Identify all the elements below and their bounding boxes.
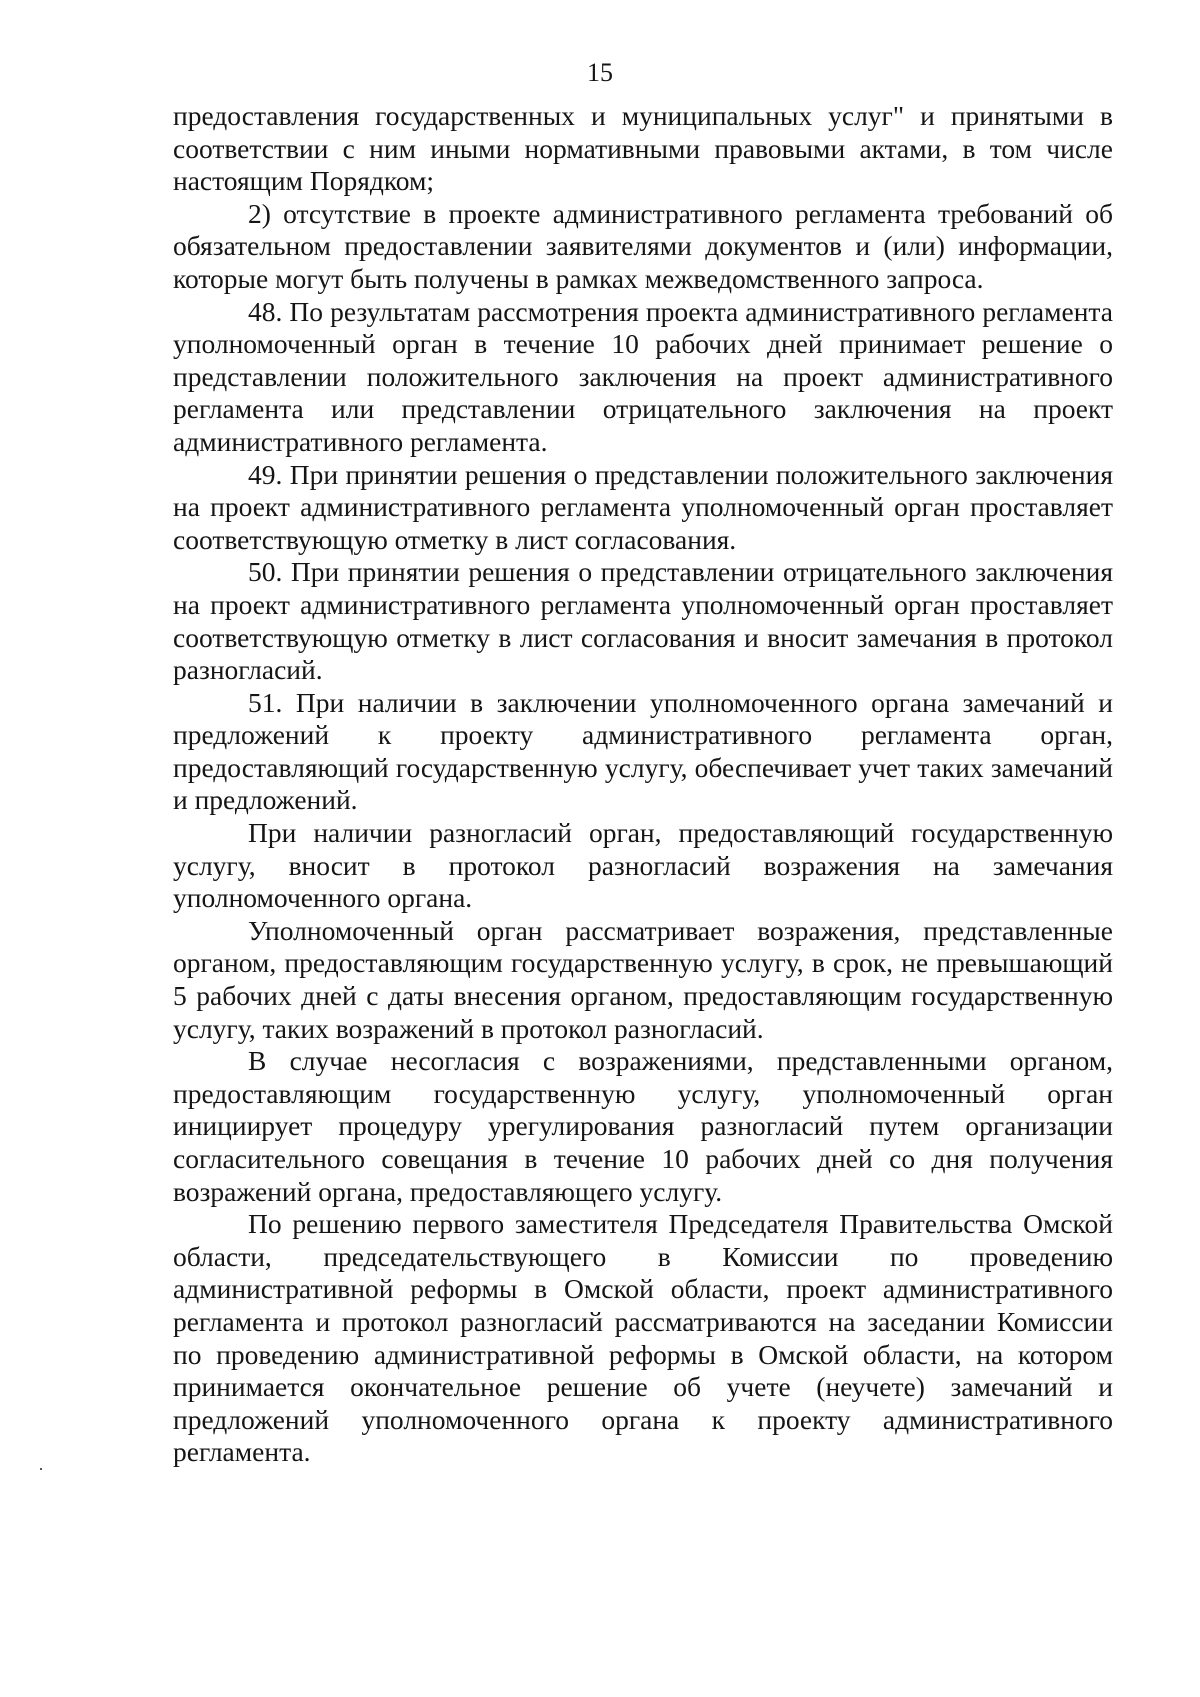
paragraph-51-conciliation: В случае несогласия с возражениями, представленными органом, предоставляющим государственную услугу, уполномоченный орган инициирует процедуру урегулирования разногласий путем организации согласительного совещания в течение 10 рабочих дней со дня получения возражений органа, предоставляющего услугу. <box>173 1045 1113 1207</box>
paragraph-continuation: предоставления государственных и муниципальных услуг" и принятыми в соответствии с ним иными нормативными правовыми актами, в том числе настоящим Порядком; <box>173 100 1113 197</box>
paragraph-49: 49. При принятии решения о представлении положительного заключения на проект административного регламента уполномоченный орган проставляет соответствующую отметку в лист согласования. <box>173 458 1113 555</box>
paragraph-51-commission: По решению первого заместителя Председателя Правительства Омской области, председательствующего в Комиссии по проведению административной реформы в Омской области, проект административного регламента и протокол разногласий рассматриваются на заседании Комиссии по проведению административной реформы в Омской области, на котором принимается окончательное решение об учете (неучете) замечаний и предложений уполномоченного органа к проекту административного регламента. <box>173 1208 1113 1468</box>
page-number: 15 <box>587 58 613 87</box>
paragraph-48: 48. По результатам рассмотрения проекта административного регламента уполномоченный орган в течение 10 рабочих дней принимает решение о представлении положительного заключения на проект административного регламента или представлении отрицательного заключения на проект административного регламента. <box>173 295 1113 457</box>
document-body <box>173 100 1113 1469</box>
paragraph-51-disagreements: При наличии разногласий орган, предоставляющий государственную услугу, вносит в протокол разногласий возражения на замечания уполномоченного органа. <box>173 817 1113 914</box>
scan-speck <box>40 1468 42 1470</box>
paragraph-51-review: Уполномоченный орган рассматривает возражения, представленные органом, предоставляющим государственную услугу, в срок, не превышающий 5 рабочих дней с даты внесения органом, предоставляющим государственную услугу, таких возражений в протокол разногласий. <box>173 914 1113 1044</box>
paragraph-item-2: 2) отсутствие в проекте административного регламента требований об обязательном предоставлении заявителями документов и (или) информации, которые могут быть получены в рамках межведомственного запроса. <box>173 197 1113 294</box>
paragraph-51: 51. При наличии в заключении уполномоченного органа замечаний и предложений к проекту административного регламента орган, предоставляющий государственную услугу, обеспечивает учет таких замечаний и предложений. <box>173 686 1113 816</box>
paragraph-50: 50. При принятии решения о представлении отрицательного заключения на проект административного регламента уполномоченный орган проставляет соответствующую отметку в лист согласования и вносит замечания в протокол разногласий. <box>173 556 1113 686</box>
